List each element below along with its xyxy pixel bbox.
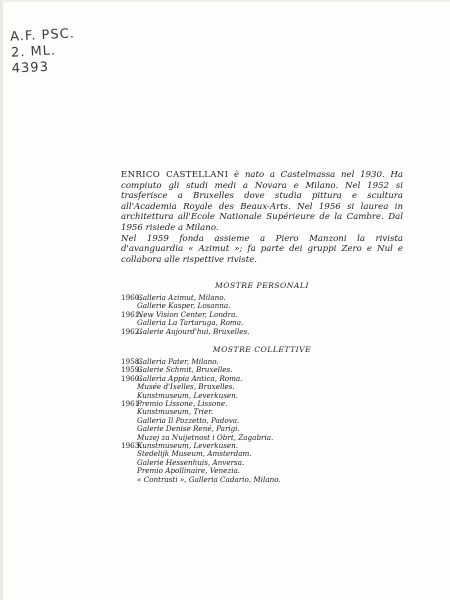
note-line: 2. ML. (10, 43, 57, 61)
exhibition-year (121, 467, 137, 475)
exhibition-year (121, 417, 137, 425)
list-collettive (121, 358, 403, 484)
exhibition-venue: « Contrasti », Galleria Cadario, Milano. (137, 474, 281, 484)
exhibition-venue: Premio Apollinaire, Venezia. (137, 466, 241, 476)
exhibition-venue: Galerie Denise René, Parigi. (137, 424, 240, 434)
exhibition-venue: Premio Lissone, Lissone. (137, 399, 228, 409)
section-title-personali: MOSTRE PERSONALI (215, 281, 309, 290)
exhibition-year: 1959: (121, 365, 142, 375)
exhibition-year: 1962: (121, 326, 142, 336)
exhibition-entry (121, 328, 403, 336)
bio-paragraph: Nel 1959 fonda assieme a Piero Manzoni la rivista d'avanguardia « Azimut »; fa parte dei gruppi Zero e Nul e collabora alle rispettive riviste. (121, 233, 403, 265)
exhibition-venue: Gallerie Kasper, Losanna. (137, 301, 231, 311)
note-line: 4393 (11, 59, 50, 77)
exhibition-venue: Galerie Hessenhuis, Anversa. (137, 457, 245, 467)
exhibition-year (121, 476, 137, 484)
exhibition-year: 1961: (121, 399, 142, 409)
exhibition-venue: Galleria Il Pozzetto, Padova. (137, 415, 240, 425)
list-personali (121, 294, 403, 336)
exhibition-venue: Kunstmuseum, Leverkusen. (137, 390, 239, 400)
exhibition-year (121, 425, 137, 433)
artist-name: ENRICO CASTELLANI (121, 170, 229, 180)
bio-paragraph (121, 170, 403, 234)
exhibition-venue: Galleria Appia Antica, Roma. (137, 373, 243, 383)
handwritten-archive-note (10, 26, 77, 77)
exhibition-venue: Muzej za Nuijetnost i Obrt, Zagabria. (137, 432, 274, 442)
exhibition-venue: Musée d'Ixelles, Bruxelles. (137, 382, 235, 392)
exhibition-year (121, 383, 137, 391)
exhibition-venue: Kunstmuseum, Leverkusen. (137, 441, 239, 451)
exhibition-entry (121, 476, 403, 484)
section-title-collettive: MOSTRE COLLETTIVE (212, 345, 312, 354)
exhibition-year: 1960: (121, 373, 142, 383)
exhibition-venue: New Vision Center, Londra. (137, 309, 238, 319)
exhibition-venue: Galerie Aujourd'hui, Bruxelles. (137, 326, 250, 336)
exhibition-year: 1961: (121, 309, 142, 319)
exhibition-year (121, 459, 137, 467)
exhibition-year (121, 408, 137, 416)
exhibition-venue: Kunstmuseum, Trier. (137, 407, 214, 417)
exhibition-venue: Galleria Azimut, Milano. (137, 293, 226, 302)
exhibition-venue: Galleria Pater, Milano. (137, 357, 219, 366)
note-line: A.F. PSC. (9, 26, 76, 45)
exhibition-venue: Galerie Schmit, Bruxelles. (137, 365, 233, 375)
exhibition-year: 1958: (121, 357, 142, 366)
bio-text: è nato a Castelmassa nel 1930. Ha compiuto gli studi medi a Novara e Milano. Nel 1952 si trasferisce a Bruxelles dove studia pittura e scultura all'Academia Royale des Beaux-Arts. Nel 1956 si laurea in architettura all'Ecole Nationale Supérieure de la Cambre. Dal 1956 risiede a Milano. (121, 170, 404, 233)
biography (121, 170, 403, 265)
exhibition-year: 1960: (121, 293, 142, 302)
exhibition-venue: Stedelijk Museum, Amsterdam. (137, 449, 252, 459)
exhibition-venue: Galleria La Tartaruga, Roma. (137, 318, 244, 328)
exhibition-year (121, 450, 137, 458)
exhibition-year: 1963: (121, 441, 142, 451)
